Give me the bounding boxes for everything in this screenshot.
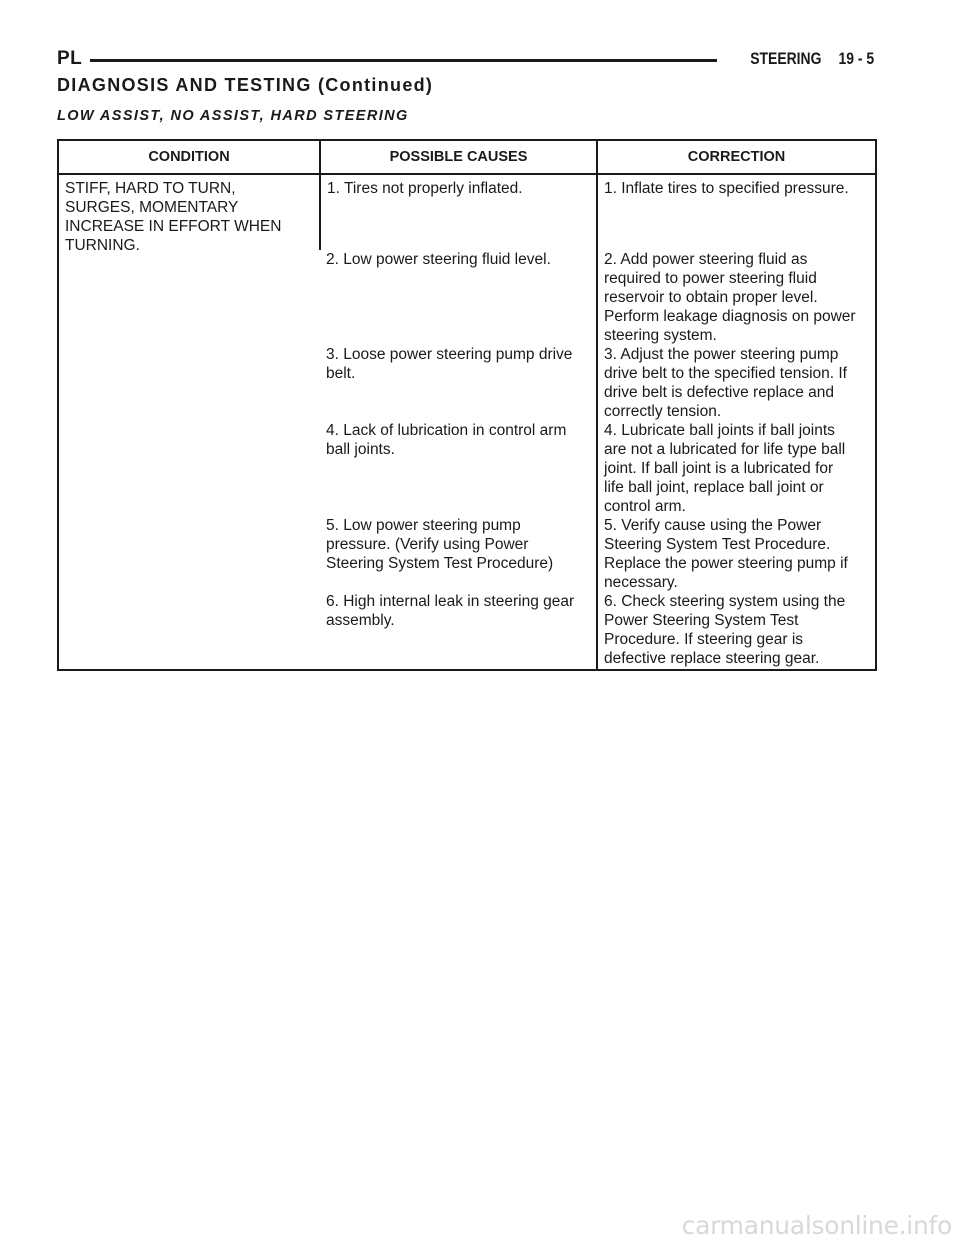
correction-cell: 4. Lubricate ball joints if ball joints are not a lubricated for life type ball joint. If ball joint is a lubricated for life ball joint, replace ball joint or control arm. xyxy=(597,421,876,516)
section-name: STEERING xyxy=(750,49,822,68)
cause-cell: 6. High internal leak in steering gear assembly. xyxy=(326,593,575,629)
header-section-page xyxy=(750,49,874,69)
correction-cell: 6. Check steering system using the Power Steering System Test Procedure. If steering gear is defective replace steering gear. xyxy=(597,592,876,670)
section-title: DIAGNOSIS AND TESTING (Continued) xyxy=(57,75,434,95)
page-number: 19 - 5 xyxy=(838,49,874,68)
diagnosis-table xyxy=(57,139,877,671)
correction-cell: 5. Verify cause using the Power Steering System Test Procedure. Replace the power steering pump if necessary. xyxy=(597,516,876,592)
column-header-correction: CORRECTION xyxy=(597,140,876,174)
correction-cell: 2. Add power steering fluid as required to power steering fluid reservoir to obtain proper level. Perform leakage diagnosis on power steering system. xyxy=(597,250,876,345)
correction-cell: 3. Adjust the power steering pump drive belt to the specified tension. If drive belt is defective replace and correctly tension. xyxy=(597,345,876,421)
watermark: carmanualsonline.info xyxy=(681,1211,952,1240)
cause-cell: 3. Loose power steering pump drive belt. xyxy=(326,346,573,382)
header-rule xyxy=(90,59,717,62)
cause-cell: 2. Low power steering fluid level. xyxy=(326,251,551,268)
table-title: LOW ASSIST, NO ASSIST, HARD STEERING xyxy=(57,108,409,124)
column-header-condition: CONDITION xyxy=(58,140,320,174)
cause-cell: 4. Lack of lubrication in control arm ball joints. xyxy=(326,422,567,458)
model-code: PL xyxy=(57,48,83,69)
table-row xyxy=(58,174,876,250)
cause-cell: 5. Low power steering pump pressure. (Verify using Power Steering System Test Procedure) xyxy=(326,517,554,572)
table-header-row xyxy=(58,140,876,174)
condition-cell: STIFF, HARD TO TURN, SURGES, MOMENTARY INCREASE IN EFFORT WHEN TURNING. xyxy=(65,180,282,254)
correction-cell: 1. Inflate tires to specified pressure. xyxy=(597,174,876,250)
cause-cell: 1. Tires not properly inflated. xyxy=(320,174,597,250)
page-header xyxy=(57,44,874,74)
column-header-causes: POSSIBLE CAUSES xyxy=(320,140,597,174)
